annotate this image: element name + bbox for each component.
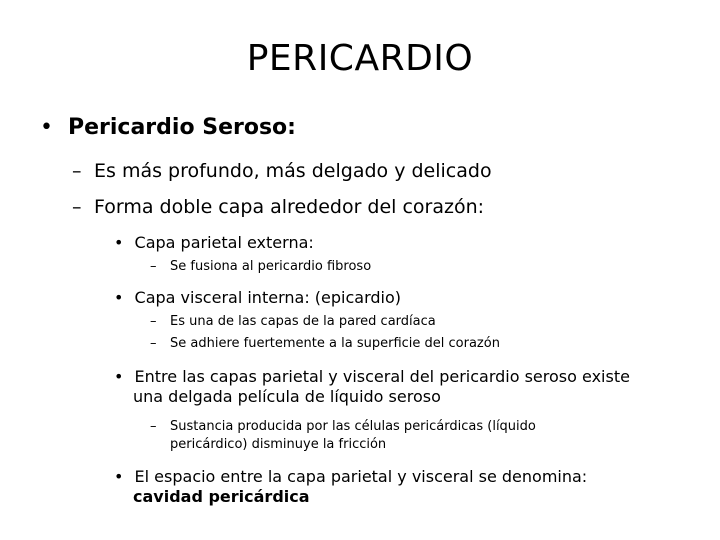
space-line-1: El espacio entre la capa parietal y visceral se denomina: <box>134 467 588 486</box>
parietal-colon: : <box>308 233 314 252</box>
bullet-glyph: • <box>114 288 124 307</box>
space-line-2: cavidad pericárdica <box>133 487 310 506</box>
visceral-rest: : (epicardio) <box>304 288 402 307</box>
visceral-sub-2-text: Se adhiere fuertemente a la superficie del corazón <box>170 336 500 351</box>
visceral-sub-1-text: Es una de las capas de la pared cardíaca <box>170 314 436 329</box>
bullet-glyph: • <box>114 233 124 252</box>
bullet-parietal <box>114 233 314 252</box>
sub-item-visceral-2 <box>150 336 500 351</box>
serous-heading: Pericardio Seroso: <box>67 115 296 140</box>
sub-item-parietal <box>150 259 371 274</box>
between-line-1: Entre las capas parietal y visceral del pericardio seroso existe <box>134 367 630 386</box>
bullet-glyph: • <box>40 115 53 140</box>
bullet-glyph: • <box>114 467 124 486</box>
bullet-space <box>114 467 587 486</box>
sub-item-visceral-1 <box>150 314 436 329</box>
dash-glyph: – <box>72 196 82 218</box>
slide-title: PERICARDIO <box>246 38 474 79</box>
bullet-glyph: • <box>114 367 124 386</box>
dash-glyph: – <box>72 160 82 182</box>
dash-glyph: – <box>150 314 157 329</box>
dash-glyph: – <box>150 259 157 274</box>
parietal-label: Capa parietal externa <box>134 233 309 252</box>
dash-glyph: – <box>150 419 157 434</box>
bullet-serous <box>40 115 296 140</box>
sub-item-deep-text: Es más profundo, más delgado y delicado <box>94 160 492 182</box>
sub-item-between <box>150 419 536 434</box>
bullet-between-layers <box>114 367 630 386</box>
dash-glyph: – <box>150 336 157 351</box>
sub-item-double-layer <box>72 196 484 218</box>
between-sub-2-text: pericárdico) disminuye la fricción <box>170 437 387 452</box>
parietal-sub-text: Se fusiona al pericardio fibroso <box>170 259 372 274</box>
bullet-visceral <box>114 288 401 307</box>
sub-item-double-layer-text: Forma doble capa alrededor del corazón: <box>94 196 485 218</box>
sub-item-deep <box>72 160 492 182</box>
visceral-label: Capa visceral interna <box>134 288 305 307</box>
between-sub-1-text: Sustancia producida por las células pericárdicas (líquido <box>170 419 536 434</box>
between-line-2: una delgada película de líquido seroso <box>133 387 441 406</box>
